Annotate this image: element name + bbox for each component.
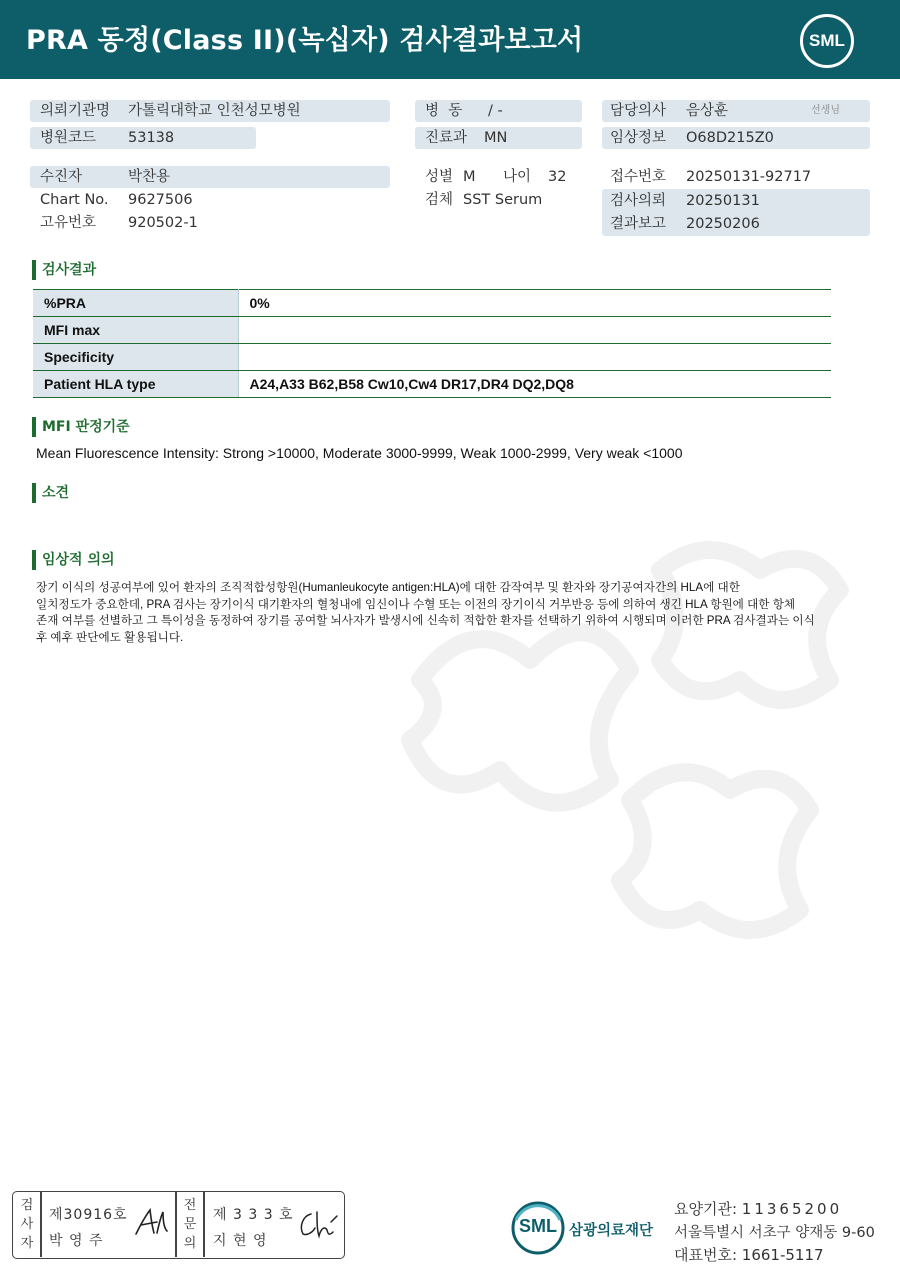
result-key: Specificity [33, 344, 238, 371]
doctor-suffix: 선생님 [811, 105, 840, 116]
tester-label [17, 1196, 37, 1253]
institution-label: 의뢰기관명 [40, 103, 111, 119]
tester-name: 박 영 주 [49, 1233, 104, 1249]
report-date-value: 20250206 [686, 216, 760, 232]
sml-logo [800, 14, 854, 68]
table-row [33, 290, 831, 317]
mfi-section-title: MFI 판정기준 [32, 417, 130, 437]
tester-label-char: 자 [20, 1236, 34, 1251]
sml-logo-text: SML [809, 31, 845, 50]
table-row [33, 371, 831, 398]
request-date-label: 검사의뢰 [610, 193, 667, 209]
chart-no-field [30, 189, 390, 211]
result-value: A24,A33 B62,B58 Cw10,Cw4 DR17,DR4 DQ2,DQ8 [238, 371, 831, 398]
age-label: 나이 [503, 169, 532, 185]
patient-value: 박찬용 [128, 169, 171, 185]
hospital-code-field [30, 127, 256, 149]
divider [203, 1192, 205, 1257]
age-value: 32 [548, 169, 567, 185]
specialist-signature-icon [295, 1208, 339, 1240]
unique-no-field [30, 212, 390, 234]
clinical-significance-text [36, 580, 815, 646]
specimen-value: SST Serum [463, 192, 543, 208]
institution-code [674, 1198, 842, 1219]
mfi-criteria-text: Mean Fluorescence Intensity: Strong >10000, Moderate 3000-9999, Weak 1000-2999, Very weak <1000 [36, 445, 683, 461]
report-title: PRA 동정(Class II)(녹십자) 검사결과보고서 [26, 25, 584, 56]
clinical-line: 일치정도가 중요한데, PRA 검사는 장기이식 대기환자의 혈청내에 임신이나 수혈 또는 이전의 장기이식 거부반응 등에 의하여 생긴 HLA 항원에 대한 항체 [36, 597, 796, 611]
org-name: 삼광의료재단 [569, 1223, 654, 1239]
result-key: Patient HLA type [33, 371, 238, 398]
chart-no-value: 9627506 [128, 192, 193, 208]
ward-field [415, 100, 582, 122]
dept-field [415, 127, 582, 149]
receipt-no-field [602, 166, 870, 188]
patient-label: 수진자 [40, 169, 83, 185]
institution-code-label: 요양기관: [674, 1200, 738, 1218]
report-date-field [602, 213, 870, 235]
signature-box [12, 1191, 345, 1259]
receipt-no-label: 접수번호 [610, 169, 667, 185]
request-date-value: 20250131 [686, 193, 760, 209]
institution-value: 가톨릭대학교 인천성모병원 [128, 103, 301, 119]
address: 서울특별시 서초구 양재동 9-60 [674, 1225, 875, 1241]
result-value: 0% [238, 290, 831, 317]
table-row [33, 317, 831, 344]
request-date-field [602, 190, 870, 212]
doctor-field [602, 100, 870, 122]
chart-no-label: Chart No. [40, 192, 109, 208]
specialist-label-char: 문 [183, 1217, 197, 1232]
receipt-no-value: 20250131-92717 [686, 169, 812, 185]
report-date-label: 결과보고 [610, 216, 667, 232]
unique-no-label: 고유번호 [40, 215, 97, 231]
specialist-label-char: 의 [183, 1236, 197, 1251]
sex-label: 성별 [425, 169, 454, 185]
clinical-line: 존재 여부를 선별하고 그 특이성을 동정하여 장기를 공여할 뇌사자가 발생시에 신속히 적합한 환자를 선택하기 위하여 시행되며 이러한 PRA 검사결과는 이식 [36, 614, 815, 627]
sex-value: M [463, 169, 476, 185]
tester-license: 제30916호 [49, 1207, 128, 1223]
table-row [33, 344, 831, 371]
unique-no-value: 920502-1 [128, 215, 198, 231]
doctor-value: 음상훈 [686, 103, 729, 119]
doctor-label: 담당의사 [610, 103, 667, 119]
result-value [238, 344, 831, 371]
clinical-info-value: O68D215Z0 [686, 130, 774, 146]
report-header [0, 0, 900, 79]
specialist-name: 지 현 영 [213, 1233, 268, 1249]
ward-value: / - [488, 103, 503, 119]
divider [40, 1192, 42, 1257]
hospital-code-label: 병원코드 [40, 130, 97, 146]
phone-label: 대표번호: [674, 1246, 738, 1264]
patient-field [30, 166, 390, 188]
result-value [238, 317, 831, 344]
results-table [33, 289, 831, 398]
phone-value: 1661-5117 [741, 1246, 824, 1264]
hospital-code-value: 53138 [128, 130, 175, 146]
clinical-info-field [602, 127, 870, 149]
results-section-title: 검사결과 [32, 260, 96, 280]
divider [175, 1192, 177, 1257]
specialist-label [180, 1196, 200, 1253]
opinion-section-title: 소견 [32, 483, 69, 503]
dept-label: 진료과 [425, 130, 468, 146]
clinical-significance-title: 임상적 의의 [32, 550, 115, 570]
clinical-line: 후 예후 판단에도 활용됩니다. [36, 630, 184, 644]
specialist-label-char: 전 [183, 1198, 197, 1213]
dept-value: MN [484, 130, 508, 146]
tester-label-char: 검 [20, 1198, 34, 1213]
clinical-info-label: 임상정보 [610, 130, 667, 146]
result-key: %PRA [33, 290, 238, 317]
result-key: MFI max [33, 317, 238, 344]
tester-label-char: 사 [20, 1217, 34, 1232]
ward-label: 병 동 [425, 103, 463, 119]
institution-field [30, 100, 390, 122]
specialist-license: 제 3 3 3 호 [213, 1207, 294, 1223]
specimen-label: 검체 [425, 192, 454, 208]
footer-logo-text: SML [519, 1216, 557, 1236]
specimen-field [415, 189, 595, 211]
clinical-line: 장기 이식의 성공여부에 있어 환자의 조직적합성항원(Humanleukocyte antigen:HLA)에 대한 감작여부 및 환자와 장기공여자간의 HLA에 대한 [36, 581, 740, 594]
phone [674, 1244, 824, 1265]
sex-age-field [415, 166, 595, 188]
tester-signature-icon [133, 1206, 171, 1240]
institution-code-value: 11365200 [741, 1200, 843, 1218]
